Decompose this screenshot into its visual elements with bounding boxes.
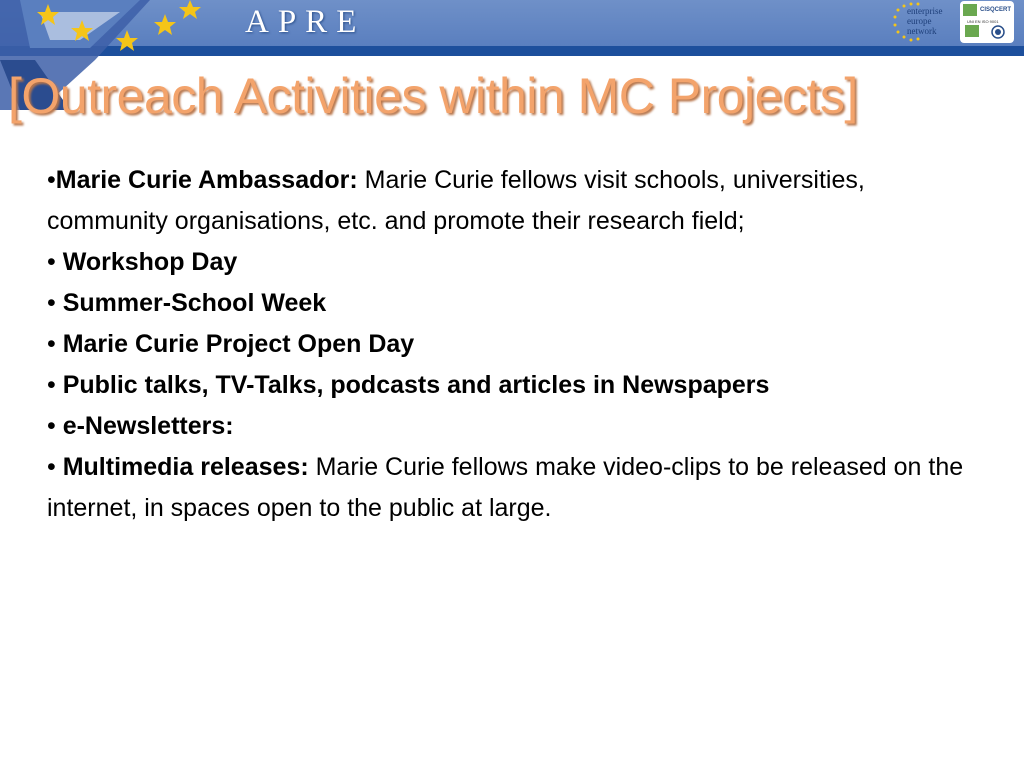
bullet-item-multimedia (47, 447, 987, 529)
bullet-heading: Public talks, TV-Talks, podcasts and articles in Newspapers (62, 371, 770, 399)
bullet-heading: Marie Curie Project Open Day (62, 330, 415, 358)
bullet-marker: • (47, 248, 63, 276)
cert-logo-subtext: UNI EN ISO 9001 (967, 19, 999, 24)
bullet-item-summer-school (47, 283, 987, 324)
bullet-marker: • (47, 166, 56, 194)
bullet-list (47, 160, 987, 529)
bullet-heading: Summer-School Week (62, 289, 327, 317)
bullet-heading: Marie Curie Ambassador: (55, 166, 358, 194)
bullet-marker: • (47, 289, 63, 317)
bullet-item-ambassador (47, 160, 987, 242)
brand-name: APRE (245, 4, 366, 40)
bullet-heading: Multimedia releases: (62, 453, 309, 481)
bullet-marker: • (47, 371, 63, 399)
een-logo-text: enterprise europe network (907, 6, 943, 36)
bullet-text: Marie Curie fellows visit schools, universities, community organisations, etc. and promote their research field; (47, 166, 865, 235)
bullet-item-open-day (47, 324, 987, 365)
slide-title: [Outreach Activities within MC Projects] (8, 68, 858, 124)
bullet-heading: e-Newsletters: (62, 412, 234, 440)
bullet-marker: • (47, 453, 63, 481)
bullet-item-public-talks (47, 365, 987, 406)
bullet-item-workshop (47, 242, 987, 283)
cert-logo-text: CISQCERT (980, 7, 1012, 13)
bullet-marker: • (47, 412, 63, 440)
bullet-item-newsletters (47, 406, 987, 447)
bullet-heading: Workshop Day (62, 248, 238, 276)
bullet-marker: • (47, 330, 63, 358)
bullet-text: Marie Curie fellows make video-clips to be released on the internet, in spaces open to the public at large. (47, 453, 964, 522)
